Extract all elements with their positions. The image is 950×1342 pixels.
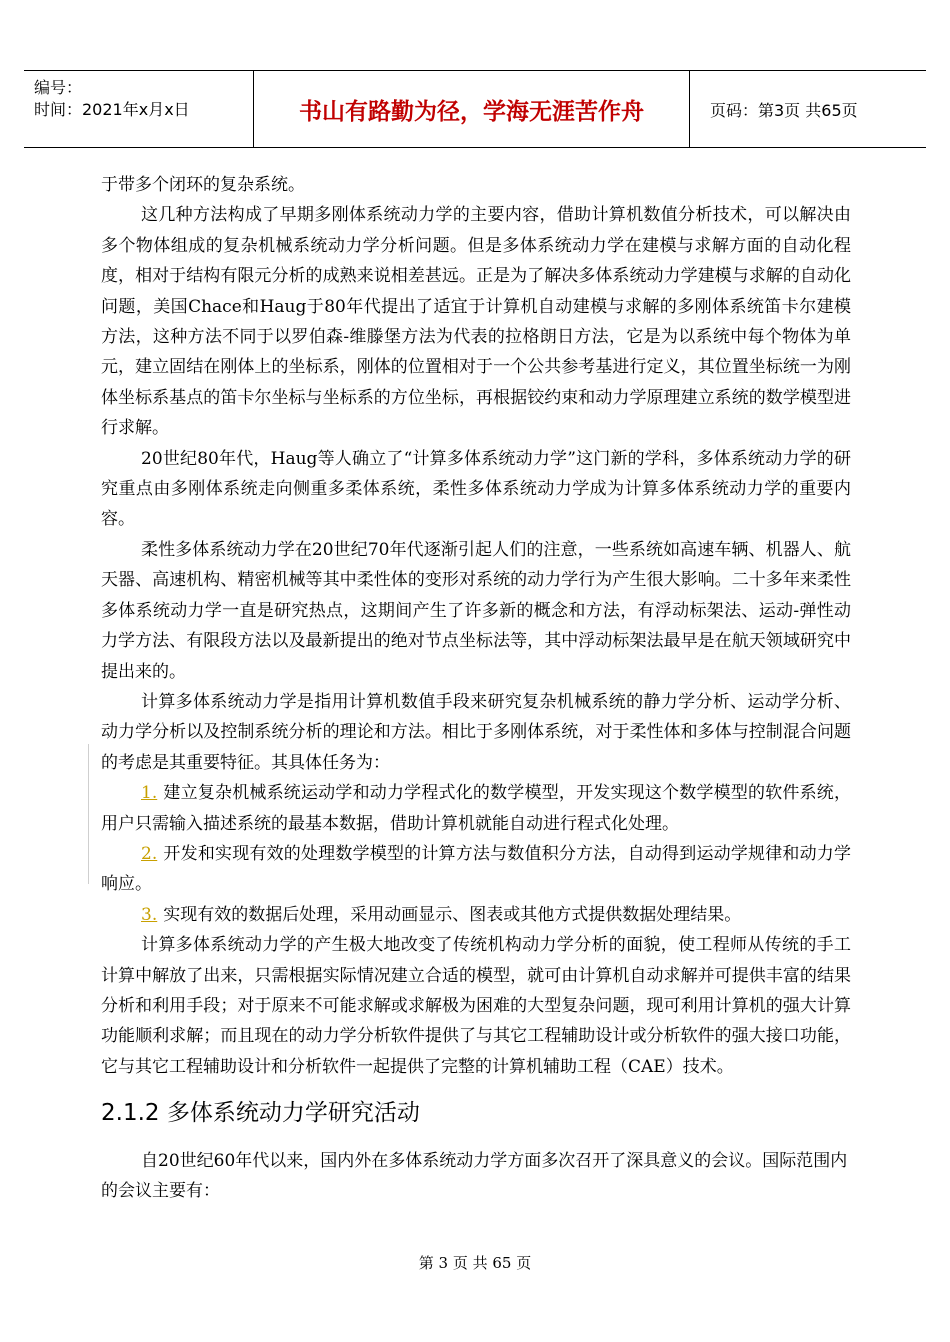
number-label: 编号： [34,78,83,97]
list-text: 实现有效的数据后处理，采用动画显示、图表或其他方式提供数据处理结果。 [163,904,742,925]
list-text: 开发和实现有效的处理数学模型的计算方法与数值积分方法，自动得到运动学规律和动力学响应。 [101,843,851,895]
section-body [101,1146,851,1207]
paragraph-3: 20世纪80年代，Haug等人确立了“计算多体系统动力学”这门新的学科，多体系统动力学的研究重点由多刚体系统走向侧重多柔体系统，柔性多体系统动力学成为计算多体系统动力学的重要内容。 [101,448,851,530]
list-item [101,900,851,930]
footer-page-number: 第 3 页 共 65 页 [418,1254,532,1272]
list-item [101,778,851,839]
header-meta [24,71,254,147]
paragraph-2: 这几种方法构成了早期多刚体系统动力学的主要内容，借助计算机数值分析技术，可以解决由多个物体组成的复杂机械系统动力学分析问题。但是多体系统动力学在建模与求解方面的自动化程度，相对于结构有限元分析的成熟来说相差甚远。正是为了解决多体系统动力学建模与求解的自动化问题，美国Chace和Haug于80年代提出了适宜于计算机自动建模与求解的多刚体系统笛卡尔建模方法，这种方法不同于以罗伯森-维滕堡方法为代表的拉格朗日方法，它是为以系统中每个物体为单元，建立固结在刚体上的坐标系，刚体的位置相对于一个公共参考基进行定义，其位置坐标统一为刚体坐标系基点的笛卡尔坐标与坐标系的方位坐标，再根据铰约束和动力学原理建立系统的数学模型进行求解。 [101,205,851,439]
document-body [101,170,851,1082]
header-motto-cell [254,71,690,147]
paragraph-4: 柔性多体系统动力学在20世纪70年代逐渐引起人们的注意，一些系统如高速车辆、机器人、航天器、高速机构、精密机械等其中柔性体的变形对系统的动力学行为产生很大影响。二十多年来柔性多体系统动力学一直是研究热点，这期间产生了许多新的概念和方法，有浮动标架法、运动-弹性动力学方法、有限段方法以及最新提出的绝对节点坐标法等，其中浮动标架法最早是在航天领域研究中提出来的。 [101,539,851,682]
list-number: 2. [141,843,158,864]
paragraph-6: 计算多体系统动力学的产生极大地改变了传统机构动力学分析的面貌，使工程师从传统的手工计算中解放了出来，只需根据实际情况建立合适的模型，就可由计算机自动求解并可提供丰富的结果分析和利用手段；对于原来不可能求解或求解极为困难的大型复杂问题，现可利用计算机的强大计算功能顺利求解；而且现在的动力学分析软件提供了与其它工程辅助设计或分析软件的强大接口功能，它与其它工程辅助设计和分析软件一起提供了完整的计算机辅助工程（CAE）技术。 [101,935,851,1077]
paragraph-7: 自20世纪60年代以来，国内外在多体系统动力学方面多次召开了深具意义的会议。国际范围内的会议主要有： [101,1151,848,1202]
list-number: 3. [141,904,158,925]
list-item [101,839,851,900]
list-text: 建立复杂机械系统运动学和动力学程式化的数学模型，开发实现这个数学模型的软件系统，用户只需输入描述系统的最基本数据，借助计算机就能自动进行程式化处理。 [101,783,851,834]
header-page-info [690,71,926,147]
page-header [24,70,926,148]
time-label: 时间：2021年x月x日 [34,100,190,119]
section-heading: 2.1.2 多体系统动力学研究活动 [101,1100,420,1126]
paragraph-1: 于带多个闭环的复杂系统。 [101,175,305,195]
page-info: 页码：第3页 共65页 [710,100,858,120]
paragraph-5: 计算多体系统动力学是指用计算机数值手段来研究复杂机械系统的静力学分析、运动学分析、动力学分析以及控制系统分析的理论和方法。相比于多刚体系统，对于柔性体和多体与控制混合问题的考虑是其重要特征。其具体任务为： [101,691,851,773]
list-change-bar [88,744,89,884]
page-footer [0,1252,950,1273]
motto: 书山有路勤为径，学海无涯苦作舟 [299,98,644,125]
list-number: 1. [141,783,158,804]
